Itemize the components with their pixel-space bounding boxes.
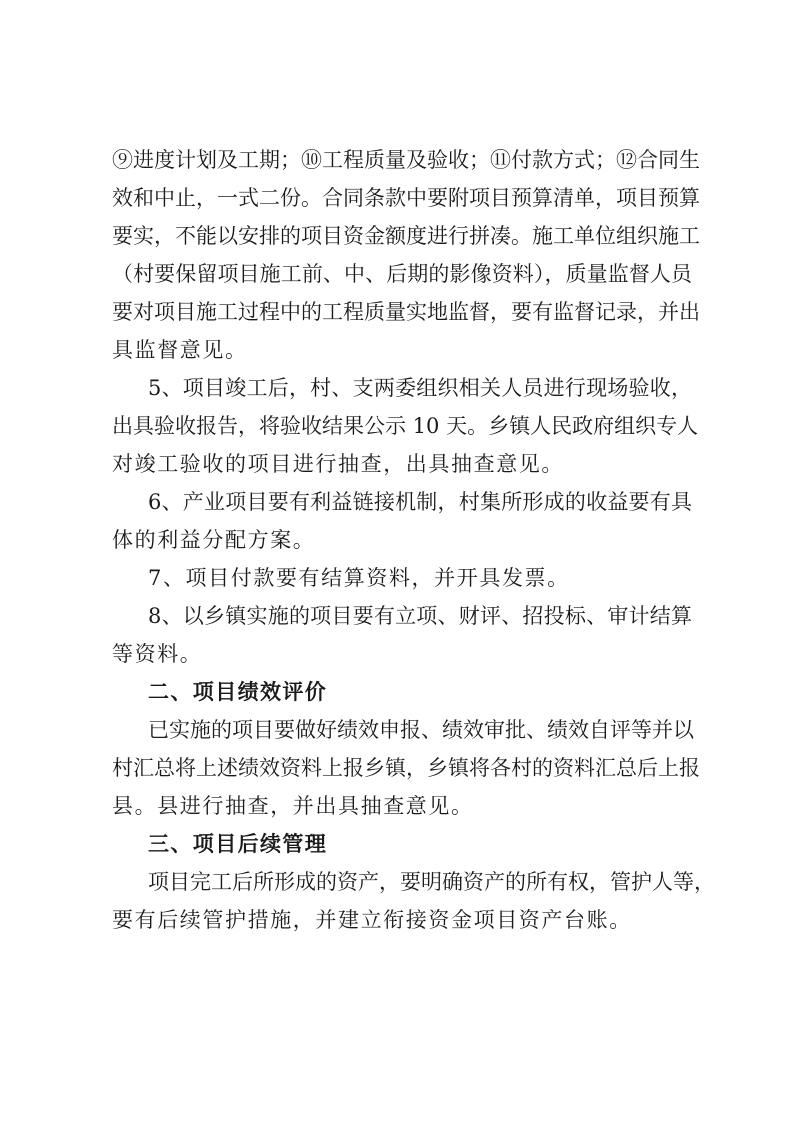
paragraph-line: 要有后续管护措施，并建立衔接资金项目资产台账。 (112, 908, 632, 932)
paragraph-line: 县。县进行抽查，并出具抽查意见。 (112, 794, 474, 818)
paragraph-line: 5、项目竣工后，村、支两委组织相关人员进行现场验收， (148, 376, 692, 400)
section-heading: 三、项目后续管理 (148, 832, 328, 856)
paragraph-line: 要对项目施工过程中的工程质量实地监督，要有监督记录，并出 (112, 300, 700, 324)
paragraph-line: 出具验收报告，将验收结果公示 10 天。乡镇人民政府组织专人 (112, 414, 699, 438)
paragraph-line: （村要保留项目施工前、中、后期的影像资料），质量监督人员 (112, 262, 692, 286)
paragraph-line: 村汇总将上述绩效资料上报乡镇，乡镇将各村的资料汇总后上报 (112, 756, 700, 780)
paragraph-line: ⑨进度计划及工期；⑩工程质量及验收；⑪付款方式；⑫合同生 (112, 148, 700, 172)
paragraph-line: 等资料。 (112, 642, 203, 666)
paragraph-line: 具监督意见。 (112, 338, 248, 362)
paragraph-line: 体的利益分配方案。 (112, 528, 316, 552)
paragraph-line: 6、产业项目要有利益链接机制，村集所形成的收益要有具 (148, 490, 692, 514)
paragraph-line: 项目完工后所形成的资产，要明确资产的所有权，管护人等， (148, 870, 715, 894)
paragraph-line: 已实施的项目要做好绩效申报、绩效审批、绩效自评等并以 (148, 718, 694, 742)
section-heading: 二、项目绩效评价 (148, 680, 328, 704)
paragraph-line: 对竣工验收的项目进行抽查，出具抽查意见。 (112, 452, 564, 476)
paragraph-line: 7、项目付款要有结算资料，并开具发票。 (148, 566, 570, 590)
paragraph-line: 效和中止，一式二份。合同条款中要附项目预算清单，项目预算 (112, 186, 700, 210)
paragraph-line: 8、以乡镇实施的项目要有立项、财评、招投标、审计结算 (148, 604, 692, 628)
paragraph-line: 要实，不能以安排的项目资金额度进行拼凑。施工单位组织施工 (112, 224, 700, 248)
